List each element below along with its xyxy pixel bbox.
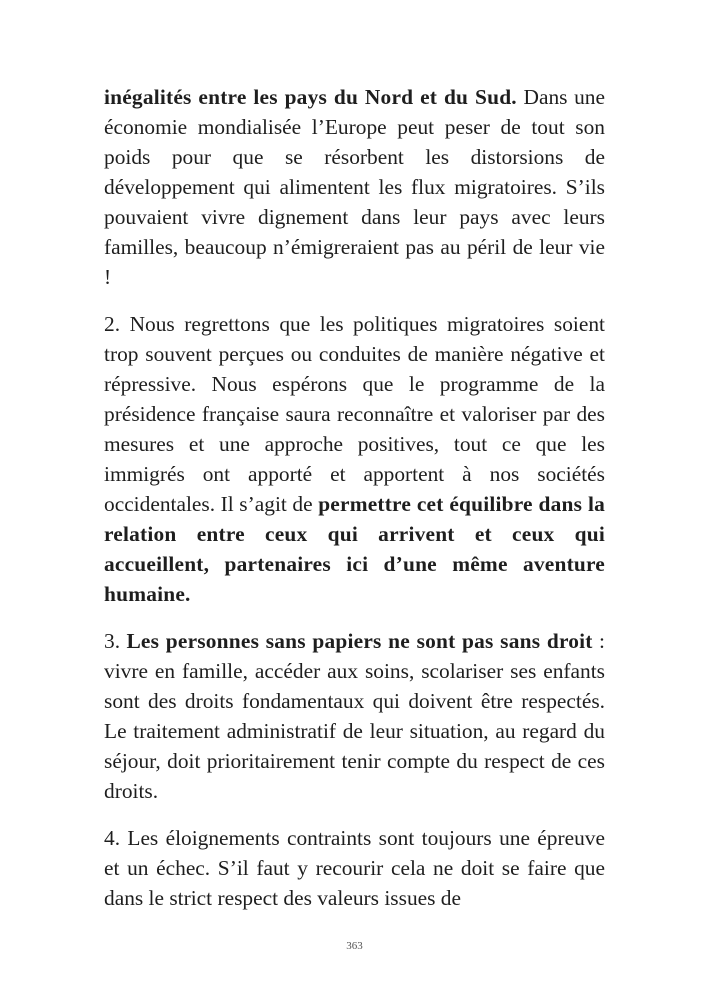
paragraph-3-number: 3.: [104, 629, 127, 653]
paragraph-intro-bold-lead: inégalités entre les pays du Nord et du Sud.: [104, 85, 517, 109]
paragraph-2: [104, 309, 605, 609]
paragraph-4: [104, 823, 605, 913]
paragraph-4-text: 4. Les éloignements contraints sont toujours une épreuve et un échec. S’il faut y recourir cela ne doit se faire que dans le strict respect des valeurs issues de: [104, 826, 605, 910]
page-body: [104, 82, 605, 913]
paragraph-intro: [104, 82, 605, 292]
page-number: 363: [346, 940, 363, 952]
paragraph-3: [104, 626, 605, 806]
paragraph-3-text: : vivre en famille, accéder aux soins, scolariser ses enfants sont des droits fondamentaux qui doivent être respectés. Le traitement administratif de leur situation, au regard du séjour, doit prioritairement tenir compte du respect de ces droits.: [104, 629, 605, 803]
paragraph-intro-text: Dans une économie mondialisée l’Europe peut peser de tout son poids pour que se résorbent les distorsions de développement qui alimentent les flux migratoires. S’ils pouvaient vivre dignement dans leur pays avec leurs familles, beaucoup n’émigreraient pas au péril de leur vie !: [104, 85, 605, 289]
paragraph-3-bold: Les personnes sans papiers ne sont pas sans droit: [126, 629, 593, 653]
paragraph-2-bold: permettre cet équilibre dans la relation entre ceux qui arrivent et ceux qui accueillent, partenaires ici d’une même aventure humaine.: [104, 492, 605, 606]
paragraph-2-text: 2. Nous regrettons que les politiques migratoires soient trop souvent perçues ou conduites de manière négative et répressive. Nous espérons que le programme de la présidence française saura reconnaître et valoriser par des mesures et une approche positives, tout ce que les immigrés ont apporté et apportent à nos sociétés occidentales. Il s’agit de: [104, 312, 605, 516]
